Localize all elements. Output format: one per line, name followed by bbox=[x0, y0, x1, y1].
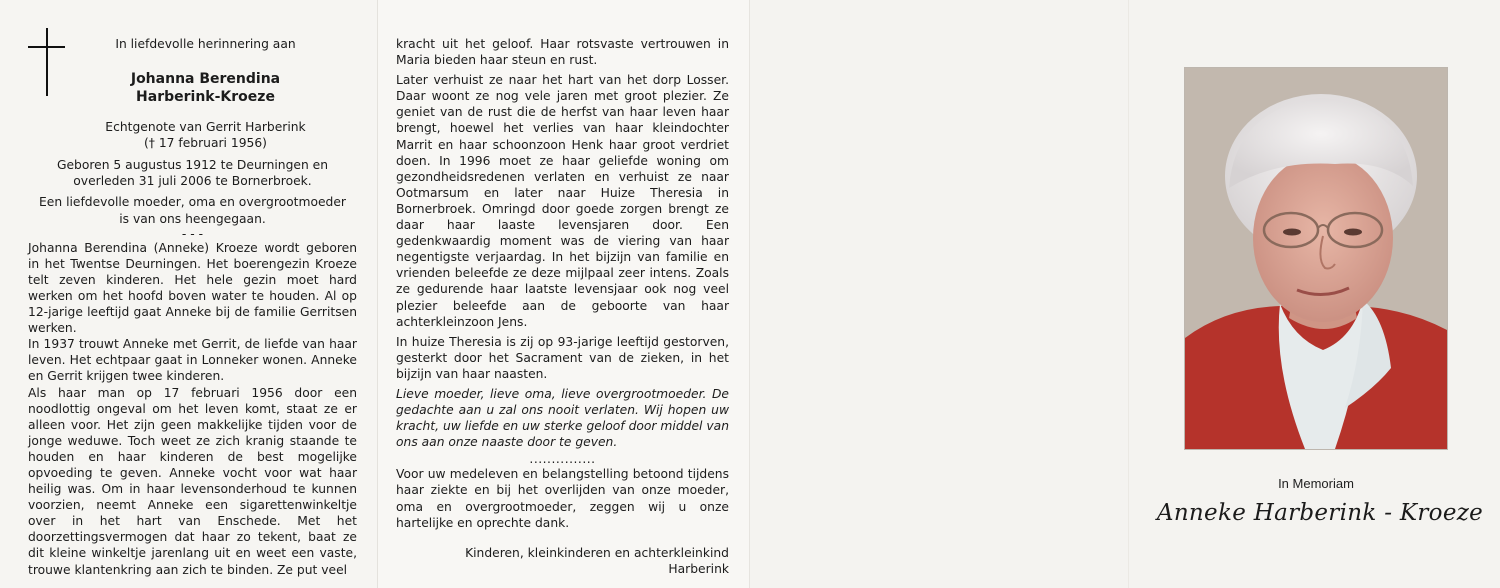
biography-paragraph-3: Als haar man op 17 februari 1956 door een noodlottig ongeval om het leven komt, staat ze er alleen voor. Het zijn geen makkelijke tijden voor de jonge weduwe. Toch weet ze zich kranig staande te houden en haar kinderen de best mogelijke opvoeding te geven. Anneke vocht voor wat haar heilig was. Om in haar levensonderhoud te kunnen voorzien, neemt Anneke een sigarettenwinkeltje over in het hart van Enschede. Met het doorzettingsvermogen dat haar zo tekent, baat ze dit kleine winkeltje jarenlang uit en weet een vaste, trouwe klantenkring aan zich te binden. Ze put veel bbox=[28, 385, 357, 577]
middle-text-column bbox=[396, 36, 729, 577]
portrait-photo bbox=[1185, 68, 1447, 449]
deceased-name-first: Johanna Berendina bbox=[130, 71, 281, 88]
separator-dots: ............... bbox=[529, 452, 596, 467]
signature-line: Kinderen, kleinkinderen en achterkleinkind bbox=[465, 545, 729, 560]
deceased-name-last: Harberink-Kroeze bbox=[136, 89, 275, 106]
signature-family-name: Harberink bbox=[668, 561, 729, 576]
biography-paragraph-5: Later verhuist ze naar het hart van het dorp Losser. Daar woont ze nog vele jaren met groot plezier. Ze geniet van de rust die de herfst van haar leven haar brengt, hoewel het verlies van haar kleindochter Marrit en haar schoonzoon Henk haar groot verdriet doen. In 1996 moet ze haar geliefde woning om gezondheidsredenen verlaten en verhuist ze naar Ootmarsum en later naar Huize Theresia in Bornerbroek. Omringd door goede zorgen brengt ze daar haar laaste levensjaren door. Een gedenkwaardig moment was de viering van haar negentigste verjaardag. In het bijzijn van familie en vrienden beleefde ze deze mijlpaal zeer intens. Zoals ze gedurende haar laatste levensjaar ook nog veel plezier beleefde aan de geboorte van haar achterkleinzoon Jens. bbox=[396, 73, 729, 329]
in-memoriam-label: In Memoriam bbox=[1278, 476, 1354, 491]
death-line: overleden 31 juli 2006 te Bornerbroek. bbox=[73, 174, 312, 189]
fold-line-1 bbox=[377, 0, 378, 588]
farewell-verse: Lieve moeder, lieve oma, lieve overgrootmoeder. De gedachte aan u zal ons nooit verlaten. Wij hopen uw kracht, uw liefde en uw sterke geloof door middel van ons aan onze naaste door te geven. bbox=[396, 386, 729, 450]
birth-line: Geboren 5 augustus 1912 te Deurningen en bbox=[56, 158, 329, 173]
spouse-death-date: († 17 februari 1956) bbox=[144, 136, 267, 151]
memoriam-name: Anneke Harberink - Kroeze bbox=[1156, 500, 1484, 526]
biography-paragraph-2: In 1937 trouwt Anneke met Gerrit, de liefde van haar leven. Het echtpaar gaat in Lonneker wonen. Anneke en Gerrit krijgen twee kinderen. bbox=[28, 337, 357, 384]
spouse-line: Echtgenote van Gerrit Harberink bbox=[105, 120, 306, 135]
thanks-text: Voor uw medeleven en belangstelling betoond tijdens haar ziekte en bij het overlijden van onze moeder, oma en overgrootmoeder, zeggen wij u onze hartelijke en oprechte dank. bbox=[396, 467, 729, 530]
biography-paragraph-1: Johanna Berendina (Anneke) Kroeze wordt geboren in het Twentse Deurningen. Het boerengezin Kroeze telt zeven kinderen. Het hele gezin moet hard werken om het hoofd boven water te houden. Al op 12-jarige leeftijd gaat Anneke bij de familie Gerritsen werken. bbox=[28, 240, 357, 336]
biography-paragraph-6: In huize Theresia is zij op 93-jarige leeftijd gestorven, gesterkt door het Sacrament van de zieken, in het bijzijn van haar naasten. bbox=[396, 334, 729, 381]
biography-paragraph-4: kracht uit het geloof. Haar rotsvaste vertrouwen in Maria bieden haar steun en rust. bbox=[396, 37, 729, 68]
fold-line-3 bbox=[1128, 0, 1129, 588]
intro-text: In liefdevolle herinnering aan bbox=[115, 37, 296, 51]
separator-dashes: - - - bbox=[181, 226, 204, 241]
loving-line-2: is van ons heengegaan. bbox=[119, 211, 266, 226]
fold-line-2 bbox=[749, 0, 750, 588]
loving-line: Een liefdevolle moeder, oma en overgrootmoeder bbox=[39, 195, 346, 210]
left-text-column bbox=[28, 36, 357, 578]
